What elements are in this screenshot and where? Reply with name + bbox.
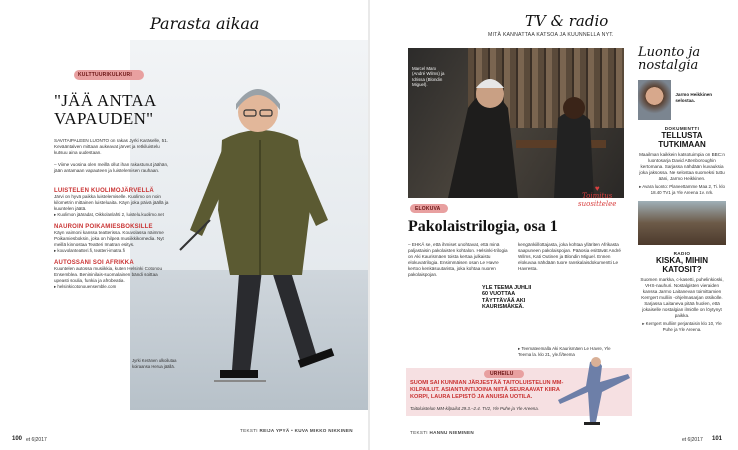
pull-quote: YLE TEEMA JUHLII 60 VUOTTAA TÄYTTÄVÄÄ AKI KAURISMÄKEÄ. [482, 285, 532, 311]
magazine-issue: et 6|2017 [26, 437, 47, 443]
radio-meta: ▸ Kerrgert mulliin! perjantaisin klo 10, Yle Puhe ja Yle Areena. [642, 321, 722, 332]
credit [410, 430, 474, 435]
right-page [370, 0, 738, 450]
presenter-block [638, 80, 726, 120]
page-number: 101 [712, 436, 723, 442]
photo-caption: Marcel Marx (André Wilms) ja Idrissa (Blondin Miguel). [412, 66, 445, 88]
recommend-badge [578, 184, 616, 208]
badge-line1: Toimitus [582, 192, 613, 200]
radio-category: RADIO [673, 251, 691, 256]
figure-skater-image [550, 352, 640, 432]
item-meta: ▸ helsinkicotonouensemble.com [54, 284, 117, 289]
magazine-issue: et 6|2017 [682, 437, 703, 443]
credit-prefix: TEKSTI [240, 428, 258, 433]
left-page [0, 0, 368, 450]
item-title: LUISTELEN KUOLIMOJÄRVELLÄ [54, 188, 154, 194]
radio-section [638, 251, 726, 332]
list-item [54, 188, 172, 218]
film-title: Pakolaistrilogia, osa 1 [408, 218, 558, 235]
kiosk-photo [638, 201, 726, 245]
credit-text: HANNU NIEMINEN [429, 430, 474, 435]
intro-quote: – Viime vuosina olen meillä ollut ihan rakastunut jäähän, jään antamaan vapauteen ja luistelemisen rauhaan. [54, 162, 169, 173]
skater-figure [170, 70, 350, 410]
doc-section [638, 126, 726, 195]
presenter-caption: Jarmo Heikkinen selostaa. [675, 92, 713, 103]
body-col2: kengänkiillottajasta, joka kohtaa ylläriten Afrikasta saapuneen pakolaispojan. Pääosia esittävät André Wilms, Kati Outinen ja Blondin Miguel. Ennen elokuvaa nähdään tuore ranskalaisdokumentti Le Havresta. [518, 242, 621, 271]
doc-title: TELLUSTA TUTKIMAAN [658, 131, 706, 149]
sidebar-title: Luonto ja nostalgia [638, 45, 701, 73]
body-col1: – EHKÄ se, että ihmiset unohtavat, että minä paljastaisin pakolaisten kohtalon. Helsinki-trilogia on Aki Kaurismäen toista kertaa julkaistu elokuvatrilogia. Ensimmäisen osan Le Havre kertoo kenkäsuutarista, joka kohtaa nuoren pakolaispojan. [408, 242, 508, 277]
intro-text: SAVITAIPALEEN LUONTO on rakas Jyrki Karäselle, 51. Kevääntalven mittaan aukeavat järvet ja retkiluistelu kutsuu aina uudestaan. [54, 138, 169, 155]
radio-title: KISKA, MIHIN KATOSIT? [656, 256, 708, 274]
presenter-photo [638, 80, 671, 120]
list-item [54, 260, 172, 290]
radio-body: Suomen markka, c-kasetti, puhelinkioski, VHS-nauhuri. Nostalgisten vieraiden kanssa Jarmo Laitanevan toimittamien Kerrgert mulliin -ohjelmasarjan otsikolle. Sarjassa Laitaneva pitää huolen, että jokaiselle nostalgian ilmiölle on löytynyt paikka. [640, 277, 724, 318]
heart-icon: ♥ [594, 184, 600, 193]
badge-line2: suosittelee [578, 200, 617, 208]
item-body: Käyn vaimoni kanssa teatterissa. Kouvolassa näimme Poikamiesboksin, joka on hilpeä musiikkikomedia. Nyt meillä kinnostaa Teatteri Imatran esitys. [54, 230, 164, 247]
item-body: Kuuntelen autossa musiikkia, kuten Helsinki Cotonou Ensemblea. Benininilais-suomalainen bändi soittaa upeasti soulia, funkia ja afrobeatia. [54, 266, 163, 283]
banner-tag: URHEILU [490, 371, 514, 377]
banner-title: SUOMI SAI KUNNIAN JÄRJESTÄÄ TAITOLUISTELUN MM-KILPAILUT. ASIANTUNTIJOINA NIITÄ SEURAAVAT KIIRA KORPI, LAURA LEPISTÖ JA ANUISIA UOTILA. [410, 380, 564, 400]
section-title: TV & radio [525, 12, 609, 30]
doc-category: DOKUMENTTI [664, 126, 700, 131]
film-meta: ▸ Teemateemalla Aki Kaurismäen Le Havre, Yle Teema la. klo 21, yle.fi/teema [518, 346, 611, 357]
sidebar [638, 46, 726, 428]
tag-label: KULTTUURIKULKURI [78, 72, 132, 78]
section-title: Parasta aikaa [150, 14, 260, 33]
banner-meta: Taitoluistelun MM-kilpailut 29.3.–2.4. TV2, Yle Puhe ja Yle Areena. [410, 406, 539, 411]
doc-meta: ▸ Avara luonto: Planeettamme Maa 2, Ti. klo 18.40 TV1 ja Yle Areena 1v. nrk. [639, 184, 725, 195]
photo-caption: Jyrki Keränen ulkoilutaa koiraansa Herua jäällä. [132, 358, 177, 369]
section-subtitle: MITÄ KANNATTAA KATSOA JA KUUNNELLA NYT. [488, 32, 614, 38]
doc-body: Maailman kaikkein katsotuimpia on BBC:n luontosarja David Attenboroughin kertomana. Sarjassa nähdään kuvauksia joka jaksossa. Ne selostaa suomeksi tuttu ääni, Jarmo Heikkinen. [639, 152, 725, 181]
item-body: Järvi on hyvä paikka luistelemiselle. Kuolimo on noin kilometrin mittainen luisteluaita. Käyn joka päivä jäällä ja kuuntelen jäätä. [54, 194, 169, 211]
page-number: 100 [12, 436, 23, 442]
headline: "JÄÄ ANTAA VAPAUDEN" [54, 91, 156, 128]
credit-prefix: TEKSTI [410, 430, 428, 435]
film-tag: ELOKUVA [415, 206, 441, 212]
items-list [54, 188, 172, 290]
credit [240, 428, 353, 433]
item-meta: ▸ kouvolanteatteri.fi, teatteri-imatra.fi [54, 248, 125, 253]
item-meta: ▸ Kuolimon jääradat, Oikkolanlahti 2, luistelu.kuolimo.net [54, 212, 164, 217]
list-item [54, 224, 172, 254]
item-title: NAUROIN POIKAMIESBOKSILLE [54, 224, 153, 230]
credit-text: REIJA YPYÄ • KUVA MIKKO NIKKINEN [259, 428, 353, 433]
item-title: AUTOSSANI SOI AFRIKKA [54, 260, 134, 266]
film-photo [408, 48, 624, 198]
